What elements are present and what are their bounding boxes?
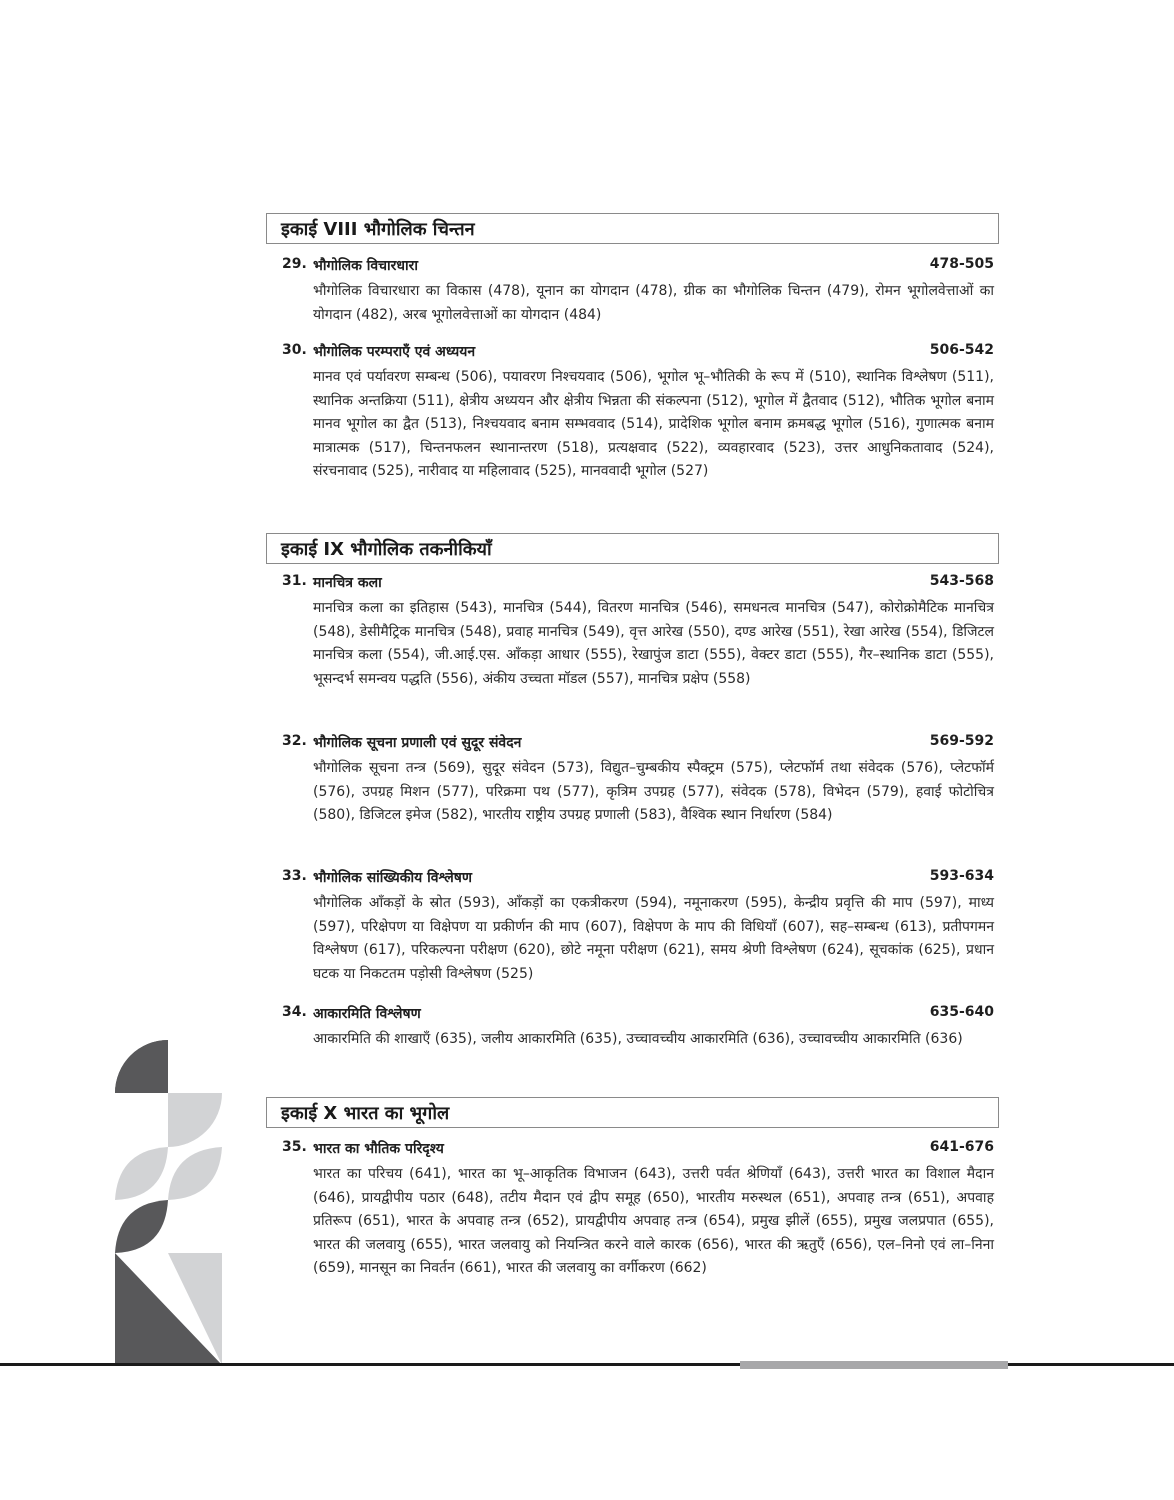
chapter-page-range: 593-634 [929, 868, 994, 884]
chapter-entry [282, 342, 994, 484]
chapter-topics: भारत का परिचय (641), भारत का भू–आकृतिक विभाजन (643), उत्तरी पर्वत श्रेणियाँ (643), उत्तरी भारत का विशाल मैदान (646), प्रायद्वीपीय पठार (648), तटीय मैदान एवं द्वीप समूह (650), भारतीय मरुस्थल (651), अपवाह तन्त्र (651), अपवाह प्रतिरूप (651), भारत के अपवाह तन्त्र (652), प्रायद्वीपीय अपवाह तन्त्र (654), प्रमुख झीलें (655), प्रमुख जलप्रपात (655), भारत की जलवायु (655), भारत जलवायु को नियन्त्रित करने वाले कारक (656), भारत की ऋतुएँ (656), एल–निनो एवं ला–निना (659), मानसून का निवर्तन (661), भारत की जलवायु का वर्गीकरण (662) [313, 1166, 994, 1277]
chapter-number: 30. [282, 342, 307, 358]
unit-title: इकाई X भारत का भूगोल [281, 1103, 450, 1124]
unit-header [266, 533, 999, 564]
chapter-number: 31. [282, 573, 307, 589]
deco-light-shape-1 [168, 1093, 222, 1147]
chapter-title: भौगोलिक परम्पराएँ एवं अध्ययन [313, 344, 476, 360]
chapter-page-range: 569-592 [929, 733, 994, 749]
chapter-entry [282, 1139, 994, 1281]
chapter-entry [282, 1004, 994, 1052]
chapter-title: भारत का भौतिक परिदृश्य [313, 1141, 444, 1157]
chapter-heading [282, 1139, 994, 1161]
chapter-number: 34. [282, 1004, 307, 1020]
decorative-pattern [0, 0, 240, 1370]
chapter-title: भौगोलिक विचारधारा [313, 258, 418, 274]
chapter-topics: भौगोलिक विचारधारा का विकास (478), यूनान का योगदान (478), ग्रीक का भौगोलिक चिन्तन (479), रोमन भूगोलवेत्ताओं का योगदान (482), अरब भूगोलवेत्ताओं का योगदान (484) [313, 283, 994, 323]
chapter-heading [282, 256, 994, 278]
chapter-heading [282, 1004, 994, 1026]
chapter-page-range: 478-505 [929, 256, 994, 272]
unit-title: इकाई IX भौगोलिक तकनीकियाँ [281, 539, 492, 560]
chapter-topics: भौगोलिक सूचना तन्त्र (569), सुदूर संवेदन (573), विद्युत–चुम्बकीय स्पैक्ट्रम (575), प्लेटफॉर्म तथा संवेदक (576), प्लेटफॉर्म (576), उपग्रह मिशन (577), परिक्रमा पथ (577), कृत्रिम उपग्रह (577), संवेदक (578), विभेदन (579), हवाई फोटोचित्र (580), डिजिटल इमेज (582), भारतीय राष्ट्रीय उपग्रह प्रणाली (583), वैश्विक स्थान निर्धारण (584) [313, 760, 994, 824]
chapter-topics: आकारमिति की शाखाएँ (635), जलीय आकारमिति (635), उच्चावच्चीय आकारमिति (636), उच्चावच्चीय आकारमिति (636) [313, 1031, 963, 1047]
deco-light-leaf-2 [168, 1147, 222, 1200]
chapter-heading [282, 868, 994, 890]
chapter-topics: मानव एवं पर्यावरण सम्बन्ध (506), पयावरण निश्चयवाद (506), भूगोल भू–भौतिकी के रूप में (510), स्थानिक विश्लेषण (511), स्थानिक अन्तक्रिया (511), क्षेत्रीय अध्ययन और क्षेत्रीय भिन्नता की संकल्पना (512), भूगोल में द्वैतवाद (512), भौतिक भूगोल बनाम मानव भूगोल का द्वैत (513), निश्चयवाद बनाम सम्भववाद (514), प्रादेशिक भूगोल बनाम क्रमबद्ध भूगोल (516), गुणात्मक बनाम मात्रात्मक (517), चिन्तनफलन स्थानान्तरण (518), प्रत्यक्षवाद (522), व्यवहारवाद (523), उत्तर आधुनिकतावाद (524), संरचनावाद (525), नारीवाद या महिलावाद (525), मानववादी भूगोल (527) [313, 369, 994, 480]
chapter-number: 32. [282, 733, 307, 749]
deco-dark-quarter [115, 1040, 168, 1093]
chapter-title: आकारमिति विश्लेषण [313, 1006, 421, 1022]
chapter-title: भौगोलिक सूचना प्रणाली एवं सुदूर संवेदन [313, 735, 522, 751]
chapter-title: मानचित्र कला [313, 575, 382, 591]
chapter-heading [282, 733, 994, 755]
chapter-page-range: 641-676 [929, 1139, 994, 1155]
chapter-page-range: 635-640 [929, 1004, 994, 1020]
deco-light-leaf-1 [115, 1147, 168, 1200]
chapter-heading [282, 342, 994, 364]
chapter-page-range: 543-568 [929, 573, 994, 589]
footer-accent-bar [740, 1361, 1008, 1369]
chapter-topics: भौगोलिक आँकड़ों के स्रोत (593), आँकड़ों का एकत्रीकरण (594), नमूनाकरण (595), केन्द्रीय प्रवृत्ति की माप (597), माध्य (597), परिक्षेपण या विक्षेपण या प्रकीर्णन की माप (607), विक्षेपण के माप की विधियाँ (607), सह–सम्बन्ध (613), प्रतीपगमन विश्लेषण (617), परिकल्पना परीक्षण (620), छोटे नमूना परीक्षण (621), समय श्रेणी विश्लेषण (624), सूचकांक (625), प्रधान घटक या निकटतम पड़ोसी विश्लेषण (525) [313, 895, 994, 982]
chapter-number: 35. [282, 1139, 307, 1155]
chapter-entry [282, 868, 994, 986]
chapter-entry [282, 573, 994, 691]
chapter-topics: मानचित्र कला का इतिहास (543), मानचित्र (544), वितरण मानचित्र (546), समधनत्व मानचित्र (547), कोरोक्रोमैटिक मानचित्र (548), डेसीमैट्रिक मानचित्र (548), प्रवाह मानचित्र (549), वृत्त आरेख (550), दण्ड आरेख (551), रेखा आरेख (554), डिजिटल मानचित्र कला (554), जी.आई.एस. आँकड़ा आधार (555), रेखापुंज डाटा (555), वेक्टर डाटा (555), गैर–स्थानिक डाटा (555), भूसन्दर्भ समन्वय पद्धति (556), अंकीय उच्चता मॉडल (557), मानचित्र प्रक्षेप (558) [313, 600, 994, 687]
chapter-number: 33. [282, 868, 307, 884]
unit-header [266, 213, 999, 244]
chapter-number: 29. [282, 256, 307, 272]
chapter-page-range: 506-542 [929, 342, 994, 358]
chapter-title: भौगोलिक सांख्यिकीय विश्लेषण [313, 870, 473, 886]
deco-dark-leaf-1 [115, 1200, 168, 1253]
unit-title: इकाई VIII भौगोलिक चिन्तन [281, 219, 475, 240]
chapter-entry [282, 733, 994, 828]
chapter-entry [282, 256, 994, 327]
unit-header [266, 1097, 999, 1128]
chapter-heading [282, 573, 994, 595]
